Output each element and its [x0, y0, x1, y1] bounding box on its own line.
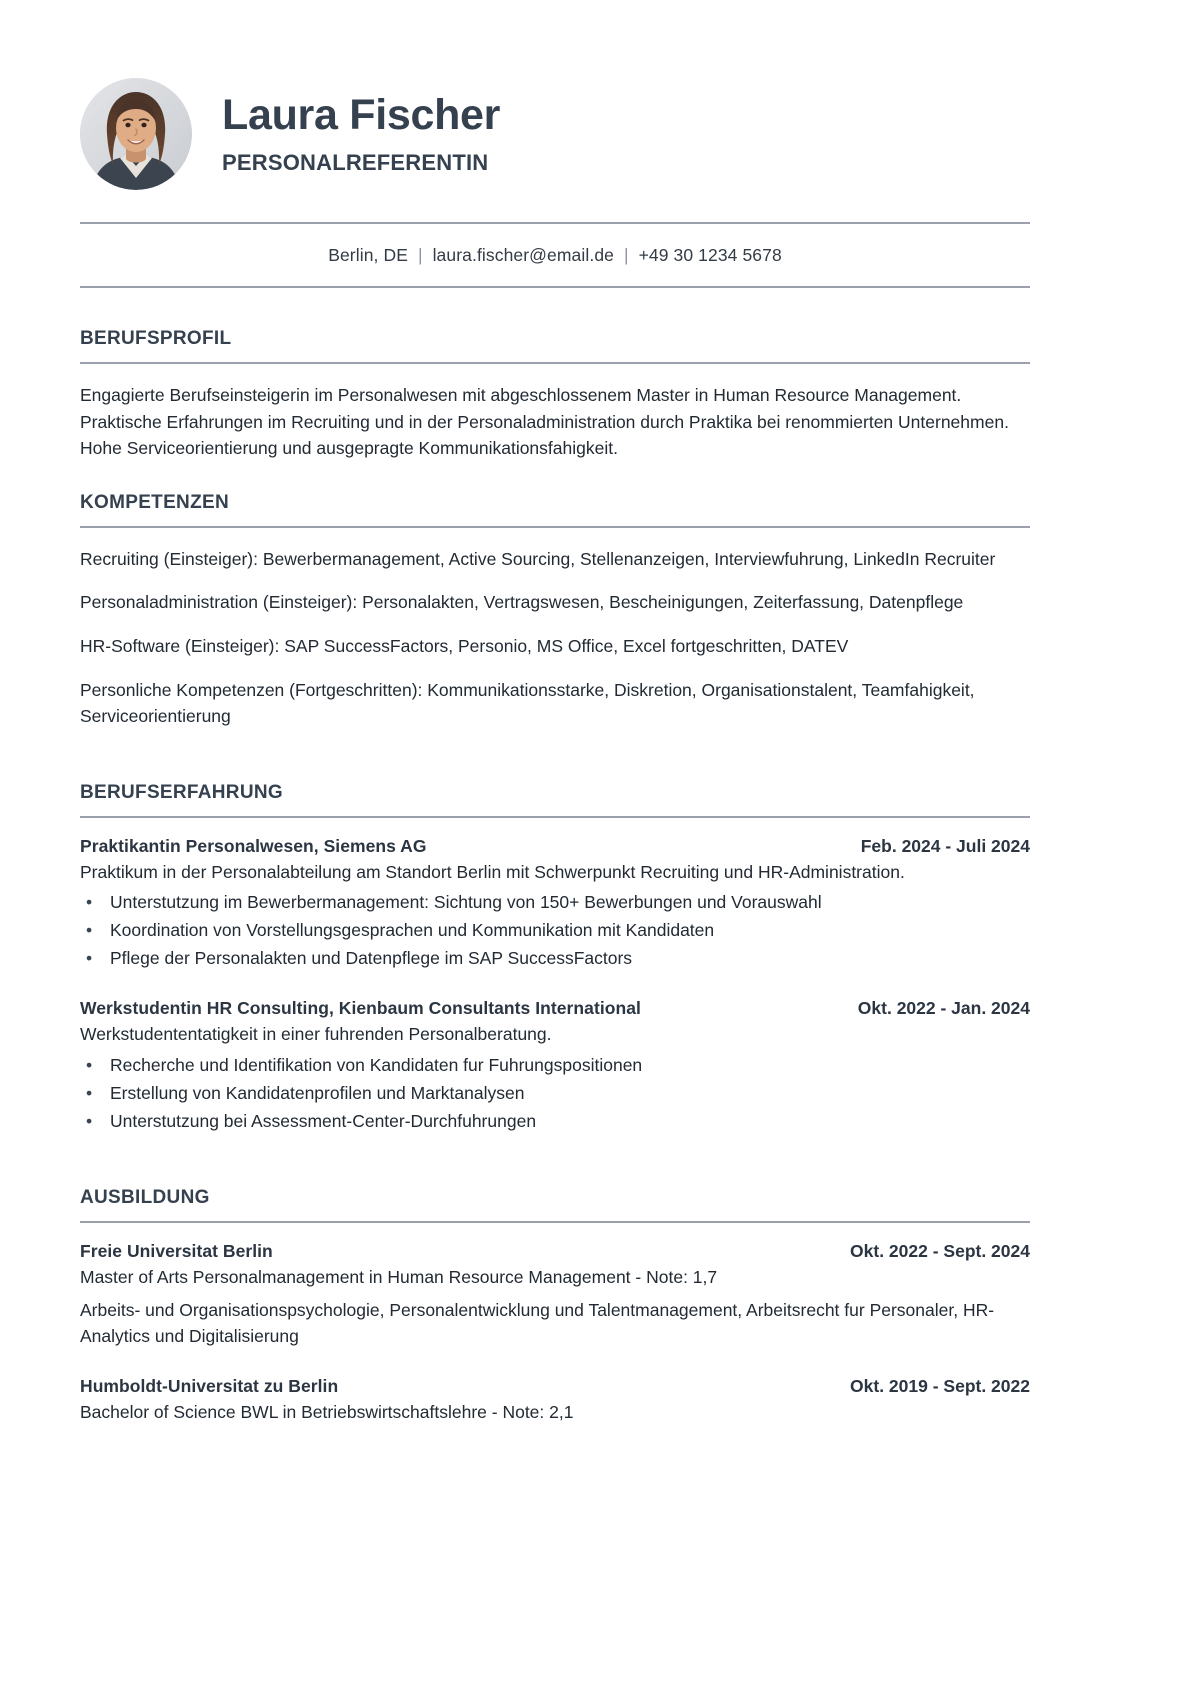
experience-job-title: Werkstudentin HR Consulting, Kienbaum Consultants International — [80, 998, 641, 1019]
experience-bullets — [80, 1052, 1030, 1135]
education-school: Humboldt-Universitat zu Berlin — [80, 1375, 339, 1396]
section-title-experience: BERUFSERFAHRUNG — [80, 781, 283, 803]
list-item-text: Unterstutzung im Bewerbermanagement: Sichtung von 150+ Bewerbungen und Vorauswahl — [110, 892, 822, 912]
list-item-text: Recherche und Identifikation von Kandidaten fur Fuhrungspositionen — [110, 1054, 643, 1075]
experience-entry — [80, 836, 1030, 973]
divider-skills — [80, 526, 1030, 528]
section-summary — [80, 328, 1030, 462]
section-experience — [80, 782, 1030, 1135]
list-item-text: Erstellung von Kandidatenprofilen und Marktanalysen — [110, 1082, 525, 1103]
section-title-summary: BERUFSPROFIL — [80, 328, 232, 349]
avatar — [80, 78, 192, 190]
contact-separator-1: | — [417, 245, 423, 265]
bullet-icon: • — [86, 920, 93, 941]
experience-description: Praktikum in der Personalabteilung am Standort Berlin mit Schwerpunkt Recruiting und HR-Administration. — [80, 861, 905, 882]
page-title: Laura Fischer — [222, 90, 501, 139]
education-dates: Okt. 2022 - Sept. 2024 — [850, 1241, 1030, 1261]
education-entry-header — [80, 1241, 1030, 1262]
experience-dates: Okt. 2022 - Jan. 2024 — [857, 998, 1030, 1019]
list-item — [80, 945, 1030, 972]
experience-entry — [80, 998, 1030, 1135]
section-title-skills: KOMPETENZEN — [80, 491, 229, 513]
divider-education — [80, 1221, 1030, 1223]
bullet-icon: • — [86, 948, 93, 969]
education-dates: Okt. 2019 - Sept. 2022 — [850, 1375, 1030, 1396]
profile-photo-icon — [80, 78, 192, 190]
education-coursework: Arbeits- und Organisationspsychologie, Personalentwicklung und Talentmanagement, Arbeitsrecht fur Personaler, HR-Analytics und Digitalisierung — [80, 1299, 995, 1347]
education-degree: Bachelor of Science BWL in Betriebswirtschaftslehre - Note: 2,1 — [80, 1401, 574, 1422]
bullet-icon: • — [86, 892, 93, 912]
experience-entry-header — [80, 836, 1030, 857]
list-item — [80, 889, 1030, 916]
job-headline: PERSONALREFERENTIN — [222, 150, 489, 176]
education-degree: Master of Arts Personalmanagement in Human Resource Management - Note: 1,7 — [80, 1267, 718, 1287]
section-education — [80, 1187, 1030, 1425]
section-title-education: AUSBILDUNG — [80, 1187, 210, 1208]
experience-dates: Feb. 2024 - Juli 2024 — [860, 835, 1030, 856]
education-entry — [80, 1376, 1030, 1426]
contact-line — [80, 224, 1030, 286]
divider-summary — [80, 362, 1030, 364]
summary-text: Engagierte Berufseinsteigerin im Personalwesen mit abgeschlossenem Master in Human Resource Management. Praktische Erfahrungen im Recruiting und in der Personaladministration durch Praktika bei renommierten Unternehmen. Hohe Serviceorientierung und ausgepragte Kommunikationsfahigkeit. — [80, 385, 1009, 459]
education-school: Freie Universitat Berlin — [80, 1241, 273, 1261]
experience-description: Werkstudententatigkeit in einer fuhrenden Personalberatung. — [80, 1024, 552, 1045]
list-item — [80, 1080, 1030, 1107]
skill-line: Recruiting (Einsteiger): Bewerbermanagement, Active Sourcing, Stellenanzeigen, Interviewfuhrung, LinkedIn Recruiter — [80, 548, 996, 569]
skill-line: HR-Software (Einsteiger): SAP SuccessFactors, Personio, MS Office, Excel fortgeschritten, DATEV — [80, 635, 849, 656]
experience-entry-header — [80, 998, 1030, 1019]
divider-below-contact — [80, 286, 1030, 288]
list-item — [80, 917, 1030, 944]
experience-job-title: Praktikantin Personalwesen, Siemens AG — [80, 835, 427, 856]
bullet-icon: • — [86, 1082, 93, 1103]
list-item — [80, 1052, 1030, 1079]
divider-experience — [80, 816, 1030, 818]
skill-line: Personliche Kompetenzen (Fortgeschritten): Kommunikationsstarke, Diskretion, Organisationstalent, Teamfahigkeit, Serviceorientierung — [80, 679, 975, 727]
name-block — [222, 92, 1030, 176]
list-item-text: Koordination von Vorstellungsgesprachen und Kommunikation mit Kandidaten — [110, 920, 715, 941]
list-item — [80, 1108, 1030, 1135]
skill-line: Personaladministration (Einsteiger): Personalakten, Vertragswesen, Bescheinigungen, Zeiterfassung, Datenpflege — [80, 592, 964, 613]
list-item-text: Pflege der Personalakten und Datenpflege im SAP SuccessFactors — [110, 948, 633, 969]
education-entry-header — [80, 1376, 1030, 1397]
contact-location: Berlin, DE — [328, 245, 408, 265]
bullet-icon: • — [86, 1110, 93, 1131]
contact-email[interactable]: laura.fischer@email.de — [432, 245, 614, 265]
section-skills — [80, 492, 1030, 730]
experience-bullets — [80, 889, 1030, 972]
contact-separator-2: | — [623, 245, 629, 265]
contact-phone[interactable]: +49 30 1234 5678 — [638, 245, 782, 265]
list-item-text: Unterstutzung bei Assessment-Center-Durchfuhrungen — [110, 1110, 537, 1131]
resume-header — [80, 0, 1030, 190]
education-entry — [80, 1241, 1030, 1350]
bullet-icon: • — [86, 1054, 93, 1075]
